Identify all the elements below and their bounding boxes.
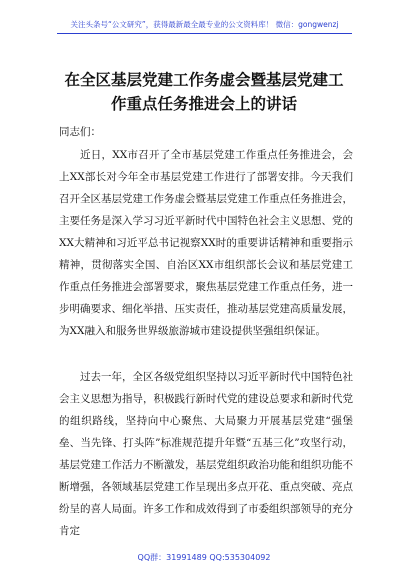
salutation: 同志们： xyxy=(59,126,101,138)
document-title-line-1: 在全区基层党建工作务虚会暨基层党建工 xyxy=(64,71,344,89)
header-banner xyxy=(57,18,352,34)
body-paragraph-2: 过去一年，全区各级党组织坚持以习近平新时代中国特色社会主义思想为指导，积极践行新时代党的建设总要求和新时代党的组织路线，坚持向中心聚焦、大局聚力开展基层党建“强堡垒、当先锋、打头阵”标准规范提升年暨“五基三化”攻坚行动，基层党建工作活力不断激发，基层党组织政治功能和组织功能不断增强，各领域基层党建工作呈现出多点开花、重点突破、亮点纷呈的喜人局面。许多工作和成效得到了市委组织部领导的充分肯定 xyxy=(59,371,353,537)
header-banner-text: 关注头条号“公文研究”，获得最新最全最专业的公文资料库！ 微信：gongwenzj xyxy=(70,20,339,29)
footer-contact: QQ群：31991489 QQ:535304092 xyxy=(137,553,271,562)
body-paragraph-1: 近日，XX市召开了全市基层党建工作重点任务推进会，会上XX部长对今年全市基层党建工作进行了部署安排。今天我们召开全区基层党建工作务虚会暨基层党建工作重点任务推进会，主要任务是深入学习习近平新时代中国特色社会主义思想、党的XX大精神和习近平总书记视察XX时的重要讲话精神和重要指示精神，贯彻落实全国、自治区XX市组织部长会议和基层党建工作重点任务推进会部署要求，聚焦基层党建工作重点任务，进一步明确要求、细化举措、压实责任，推动基层党建高质量发展，为XX融入和服务世界级旅游城市建设提供坚强组织保证。 xyxy=(59,149,353,337)
document-title-line-2: 作重点任务推进会上的讲话 xyxy=(110,95,297,113)
